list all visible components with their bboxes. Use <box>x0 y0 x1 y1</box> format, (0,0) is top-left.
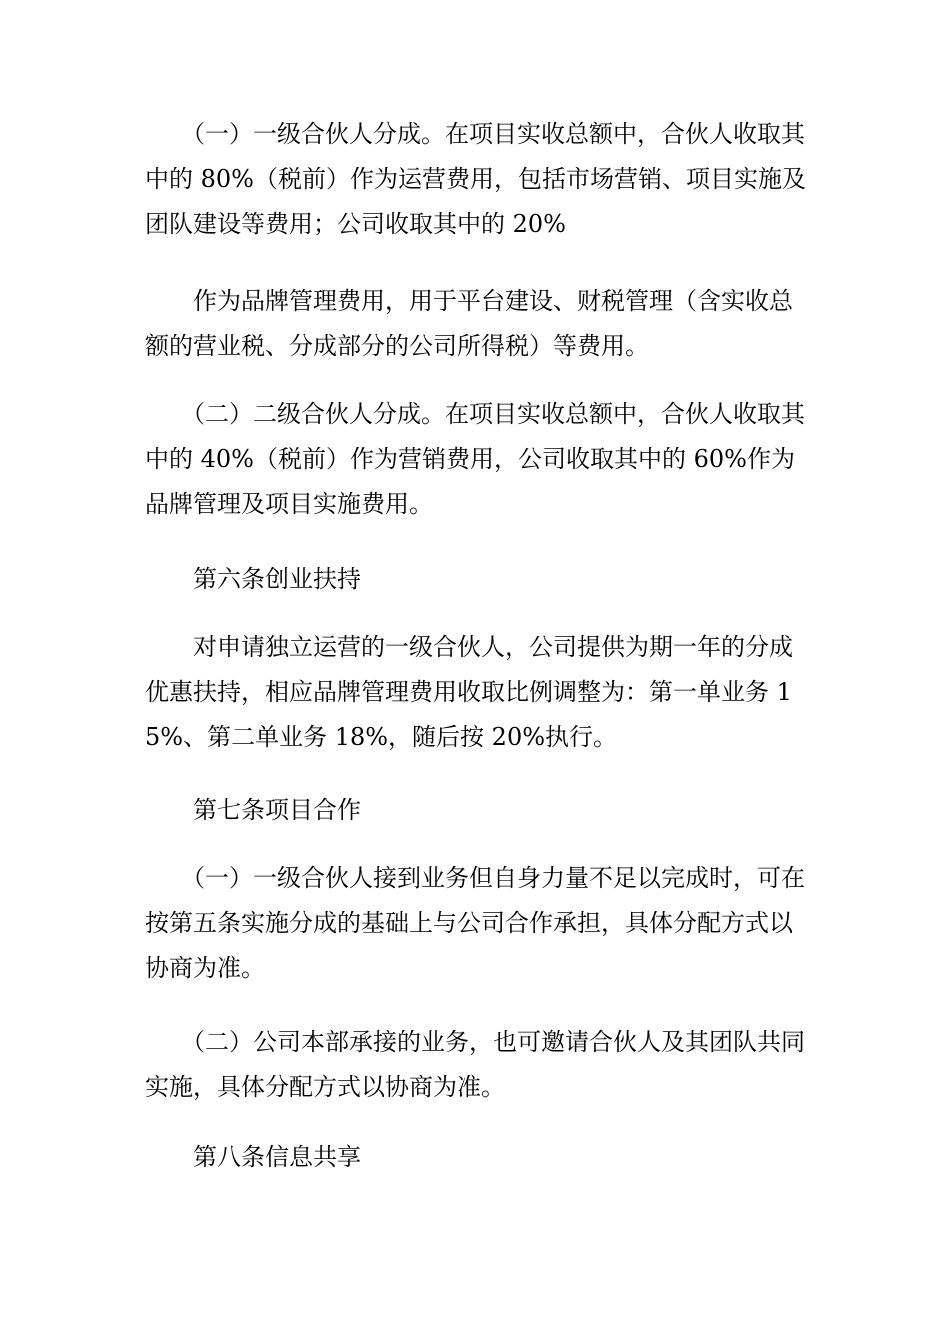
paragraph-startup-support: 对申请独立运营的一级合伙人，公司提供为期一年的分成优惠扶持，相应品牌管理费用收取比例调整为：第一单业务 15%、第二单业务 18%，随后按 20%执行。 <box>145 633 793 751</box>
paragraph-project-cooperation-two: （二）公司本部承接的业务，也可邀请合伙人及其团队共同实施，具体分配方式以协商为准。 <box>145 1028 805 1101</box>
paragraph-project-cooperation-one: （一）一级合伙人接到业务但自身力量不足以完成时，可在按第五条实施分成的基础上与公司合作承担，具体分配方式以协商为准。 <box>145 864 805 982</box>
paragraph-brand-management-fee: 作为品牌管理费用，用于平台建设、财税管理（含实收总额的营业税、分成部分的公司所得税）等费用。 <box>145 287 793 360</box>
heading-article-six: 第六条创业扶持 <box>145 565 361 593</box>
heading-article-eight: 第八条信息共享 <box>145 1143 361 1171</box>
paragraph-level-two-partner-share: （二）二级合伙人分成。在项目实收总额中，合伙人收取其中的 40%（税前）作为营销费用，公司收取其中的 60%作为品牌管理及项目实施费用。 <box>145 400 805 518</box>
heading-article-seven: 第七条项目合作 <box>145 796 361 824</box>
paragraph-level-one-partner-share: （一）一级合伙人分成。在项目实收总额中，合伙人收取其中的 80%（税前）作为运营费用，包括市场营销、项目实施及团队建设等费用；公司收取其中的 20% <box>145 120 806 238</box>
